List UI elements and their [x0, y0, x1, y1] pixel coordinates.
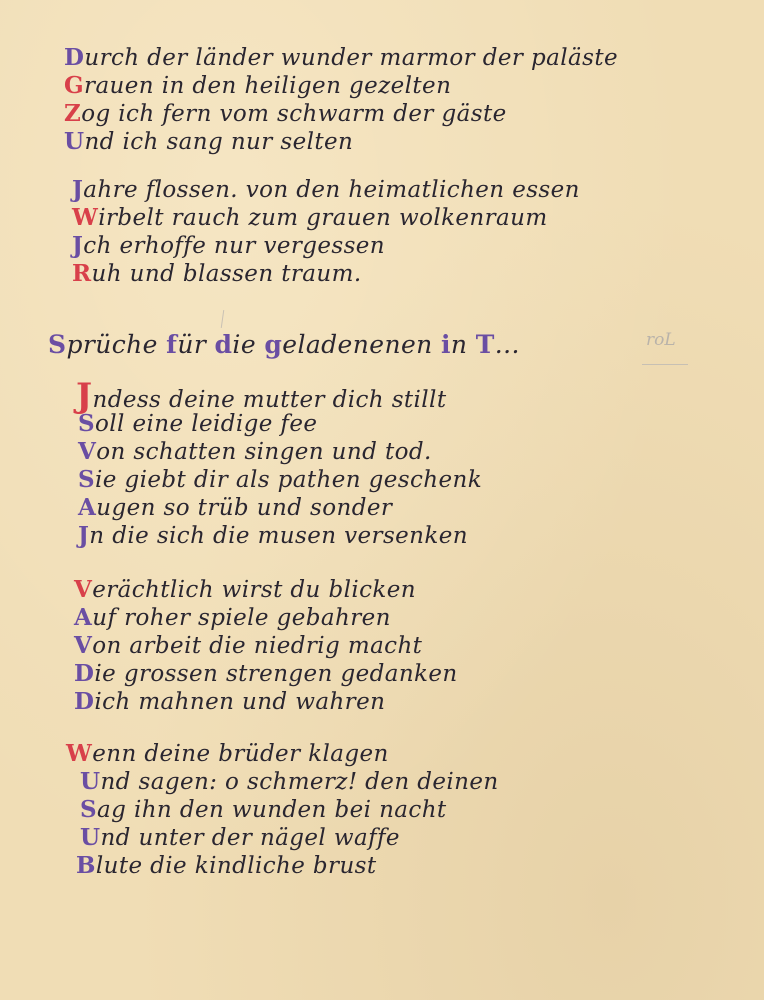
initial-letter: U	[80, 824, 101, 851]
initial-letter: S	[48, 330, 67, 359]
initial-letter: D	[64, 44, 85, 71]
line-text: urch der länder wunder marmor der paläste	[84, 45, 618, 71]
initial-letter: U	[64, 128, 85, 155]
initial-letter: U	[80, 768, 101, 795]
initial-letter: V	[74, 576, 93, 603]
line-text: ie grossen strengen gedanken	[94, 661, 458, 687]
poem2-line-6	[78, 522, 468, 549]
initial-letter: B	[76, 852, 96, 879]
initial-letter: f	[166, 330, 178, 359]
initial-letter: i	[440, 330, 451, 359]
line-text: ndess deine mutter dich stillt	[92, 387, 447, 413]
line-text: n die sich die musen versenken	[89, 523, 468, 549]
line-text: irbelt rauch zum grauen wolkenraum	[98, 205, 548, 231]
poem2-line-3	[78, 438, 432, 465]
line-text: nd sagen: o schmerz! den deinen	[100, 769, 499, 795]
line-text: on schatten singen und tod.	[96, 439, 432, 465]
initial-letter: G	[64, 72, 85, 99]
poem1-line-8	[72, 260, 362, 287]
initial-letter: S	[78, 466, 96, 493]
title-text: ie	[232, 330, 265, 359]
initial-letter: T	[475, 330, 495, 359]
line-text: og ich fern vom schwarm der gäste	[81, 101, 507, 127]
pencil-mark	[221, 310, 224, 328]
line-text: ag ihn den wunden bei nacht	[97, 797, 447, 823]
line-text: rauen in den heiligen gezelten	[84, 73, 452, 99]
title-text: n	[450, 330, 476, 359]
initial-letter: S	[78, 410, 96, 437]
poem2-line-12	[66, 740, 389, 767]
initial-letter: V	[74, 632, 93, 659]
line-text: ugen so trüb und sonder	[96, 495, 393, 521]
line-text: on arbeit die niedrig macht	[92, 633, 423, 659]
poem1-line-6	[72, 204, 548, 231]
line-text: oll eine leidige fee	[95, 411, 318, 437]
poem2-line-8	[74, 604, 391, 631]
initial-letter: R	[72, 260, 92, 287]
poem2-line-16	[76, 852, 377, 879]
line-text: erächtlich wirst du blicken	[92, 577, 416, 603]
title-text: ür	[177, 330, 215, 359]
poem2-line-4	[78, 466, 482, 493]
poem1-line-4	[64, 128, 353, 155]
line-text: ie giebt dir als pathen geschenk	[95, 467, 483, 493]
poem2-title	[48, 330, 520, 359]
line-text: ahre flossen. von den heimatlichen essen	[83, 177, 580, 203]
margin-pencil-rule	[642, 364, 688, 365]
poem2-line-11	[74, 688, 385, 715]
line-text: ich mahnen und wahren	[94, 689, 386, 715]
line-text: uh und blassen traum.	[91, 261, 362, 287]
poem1-line-5	[72, 176, 580, 203]
title-text: ...	[494, 330, 520, 359]
title-text: prüche	[66, 330, 167, 359]
initial-letter: V	[78, 438, 97, 465]
initial-letter: d	[214, 330, 233, 359]
line-text: lute die kindliche brust	[95, 853, 377, 879]
line-text: nd ich sang nur selten	[84, 129, 354, 155]
poem2-line-5	[78, 494, 392, 521]
initial-letter: Z	[64, 100, 82, 127]
poem1-line-7	[72, 232, 385, 259]
poem2-line-7	[74, 576, 416, 603]
initial-letter: D	[74, 660, 95, 687]
initial-letter: J	[78, 522, 90, 549]
initial-letter: g	[264, 330, 283, 359]
poem2-line-15	[80, 824, 400, 851]
initial-letter: A	[74, 604, 93, 631]
initial-letter: S	[80, 796, 98, 823]
initial-letter: J	[72, 232, 84, 259]
initial-letter: J	[72, 176, 84, 203]
poem2-line-9	[74, 632, 422, 659]
title-text: eladenenen	[282, 330, 441, 359]
poem1-line-2	[64, 72, 451, 99]
initial-letter: W	[66, 740, 93, 767]
initial-letter: D	[74, 688, 95, 715]
poem2-line-14	[80, 796, 447, 823]
initial-letter: W	[72, 204, 99, 231]
margin-pencil-note: roL	[646, 330, 676, 350]
poem1-line-3	[64, 100, 507, 127]
poem2-line-13	[80, 768, 499, 795]
initial-letter: A	[78, 494, 97, 521]
initial-letter: J	[76, 376, 93, 416]
line-text: enn deine brüder klagen	[92, 741, 389, 767]
poem2-line-2	[78, 410, 317, 437]
line-text: uf roher spiele gebahren	[92, 605, 391, 631]
line-text: ch erhoffe nur vergessen	[83, 233, 386, 259]
poem1-line-1	[64, 44, 618, 71]
poem2-line-10	[74, 660, 458, 687]
line-text: nd unter der nägel waffe	[100, 825, 400, 851]
